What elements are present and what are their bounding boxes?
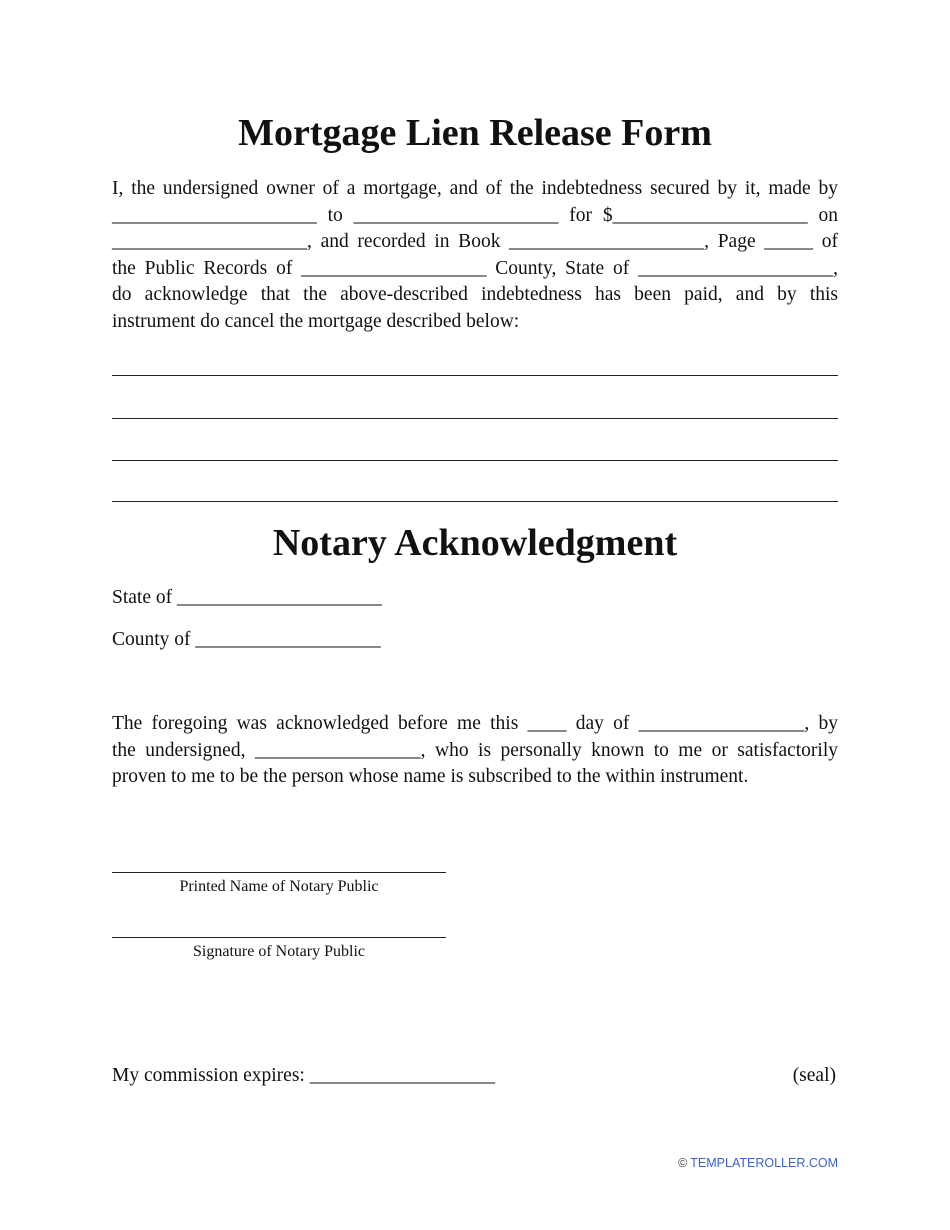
acknowledgment-line: The foregoing was acknowledged before me this ____ day of _________________, by <box>112 713 838 734</box>
release-line: instrument do cancel the mortgage described below: <box>112 310 520 332</box>
footer-link[interactable]: TEMPLATEROLLER.COM <box>690 1156 838 1170</box>
page-title: Mortgage Lien Release Form <box>238 112 712 154</box>
mortgage-description-line-3[interactable] <box>112 460 838 461</box>
release-paragraph <box>112 176 838 336</box>
notary-heading: Notary Acknowledgment <box>272 522 678 564</box>
release-line: I, the undersigned owner of a mortgage, and of the indebtedness secured by it, made by <box>112 178 838 199</box>
signature-caption: Signature of Notary Public <box>193 943 365 960</box>
commission-expires-field[interactable]: My commission expires: ___________________ <box>112 1065 495 1086</box>
release-line: ____________________, and recorded in Book ____________________, Page _____ of <box>112 231 838 253</box>
release-line: the Public Records of ___________________ County, State of ____________________, <box>112 257 838 279</box>
county-field[interactable]: County of ___________________ <box>112 629 381 650</box>
acknowledgment-line: proven to me to be the person whose name is subscribed to the within instrument. <box>112 766 749 788</box>
copyright-symbol: © <box>678 1156 688 1170</box>
signature-line[interactable] <box>112 937 446 938</box>
release-line: do acknowledge that the above-described indebtedness has been paid, and by this <box>112 284 838 306</box>
release-line: _____________________ to _____________________ for $____________________ on <box>112 204 838 226</box>
footer-credit <box>678 1155 838 1171</box>
printed-name-caption: Printed Name of Notary Public <box>179 878 379 895</box>
printed-name-line[interactable] <box>112 872 446 873</box>
seal-label: (seal) <box>792 1065 836 1086</box>
mortgage-description-line-1[interactable] <box>112 375 838 376</box>
acknowledgment-paragraph <box>112 711 838 791</box>
acknowledgment-line: the undersigned, _________________, who is personally known to me or satisfactorily <box>112 739 838 761</box>
mortgage-description-line-4[interactable] <box>112 501 838 502</box>
mortgage-description-line-2[interactable] <box>112 418 838 419</box>
state-field[interactable]: State of _____________________ <box>112 587 382 608</box>
